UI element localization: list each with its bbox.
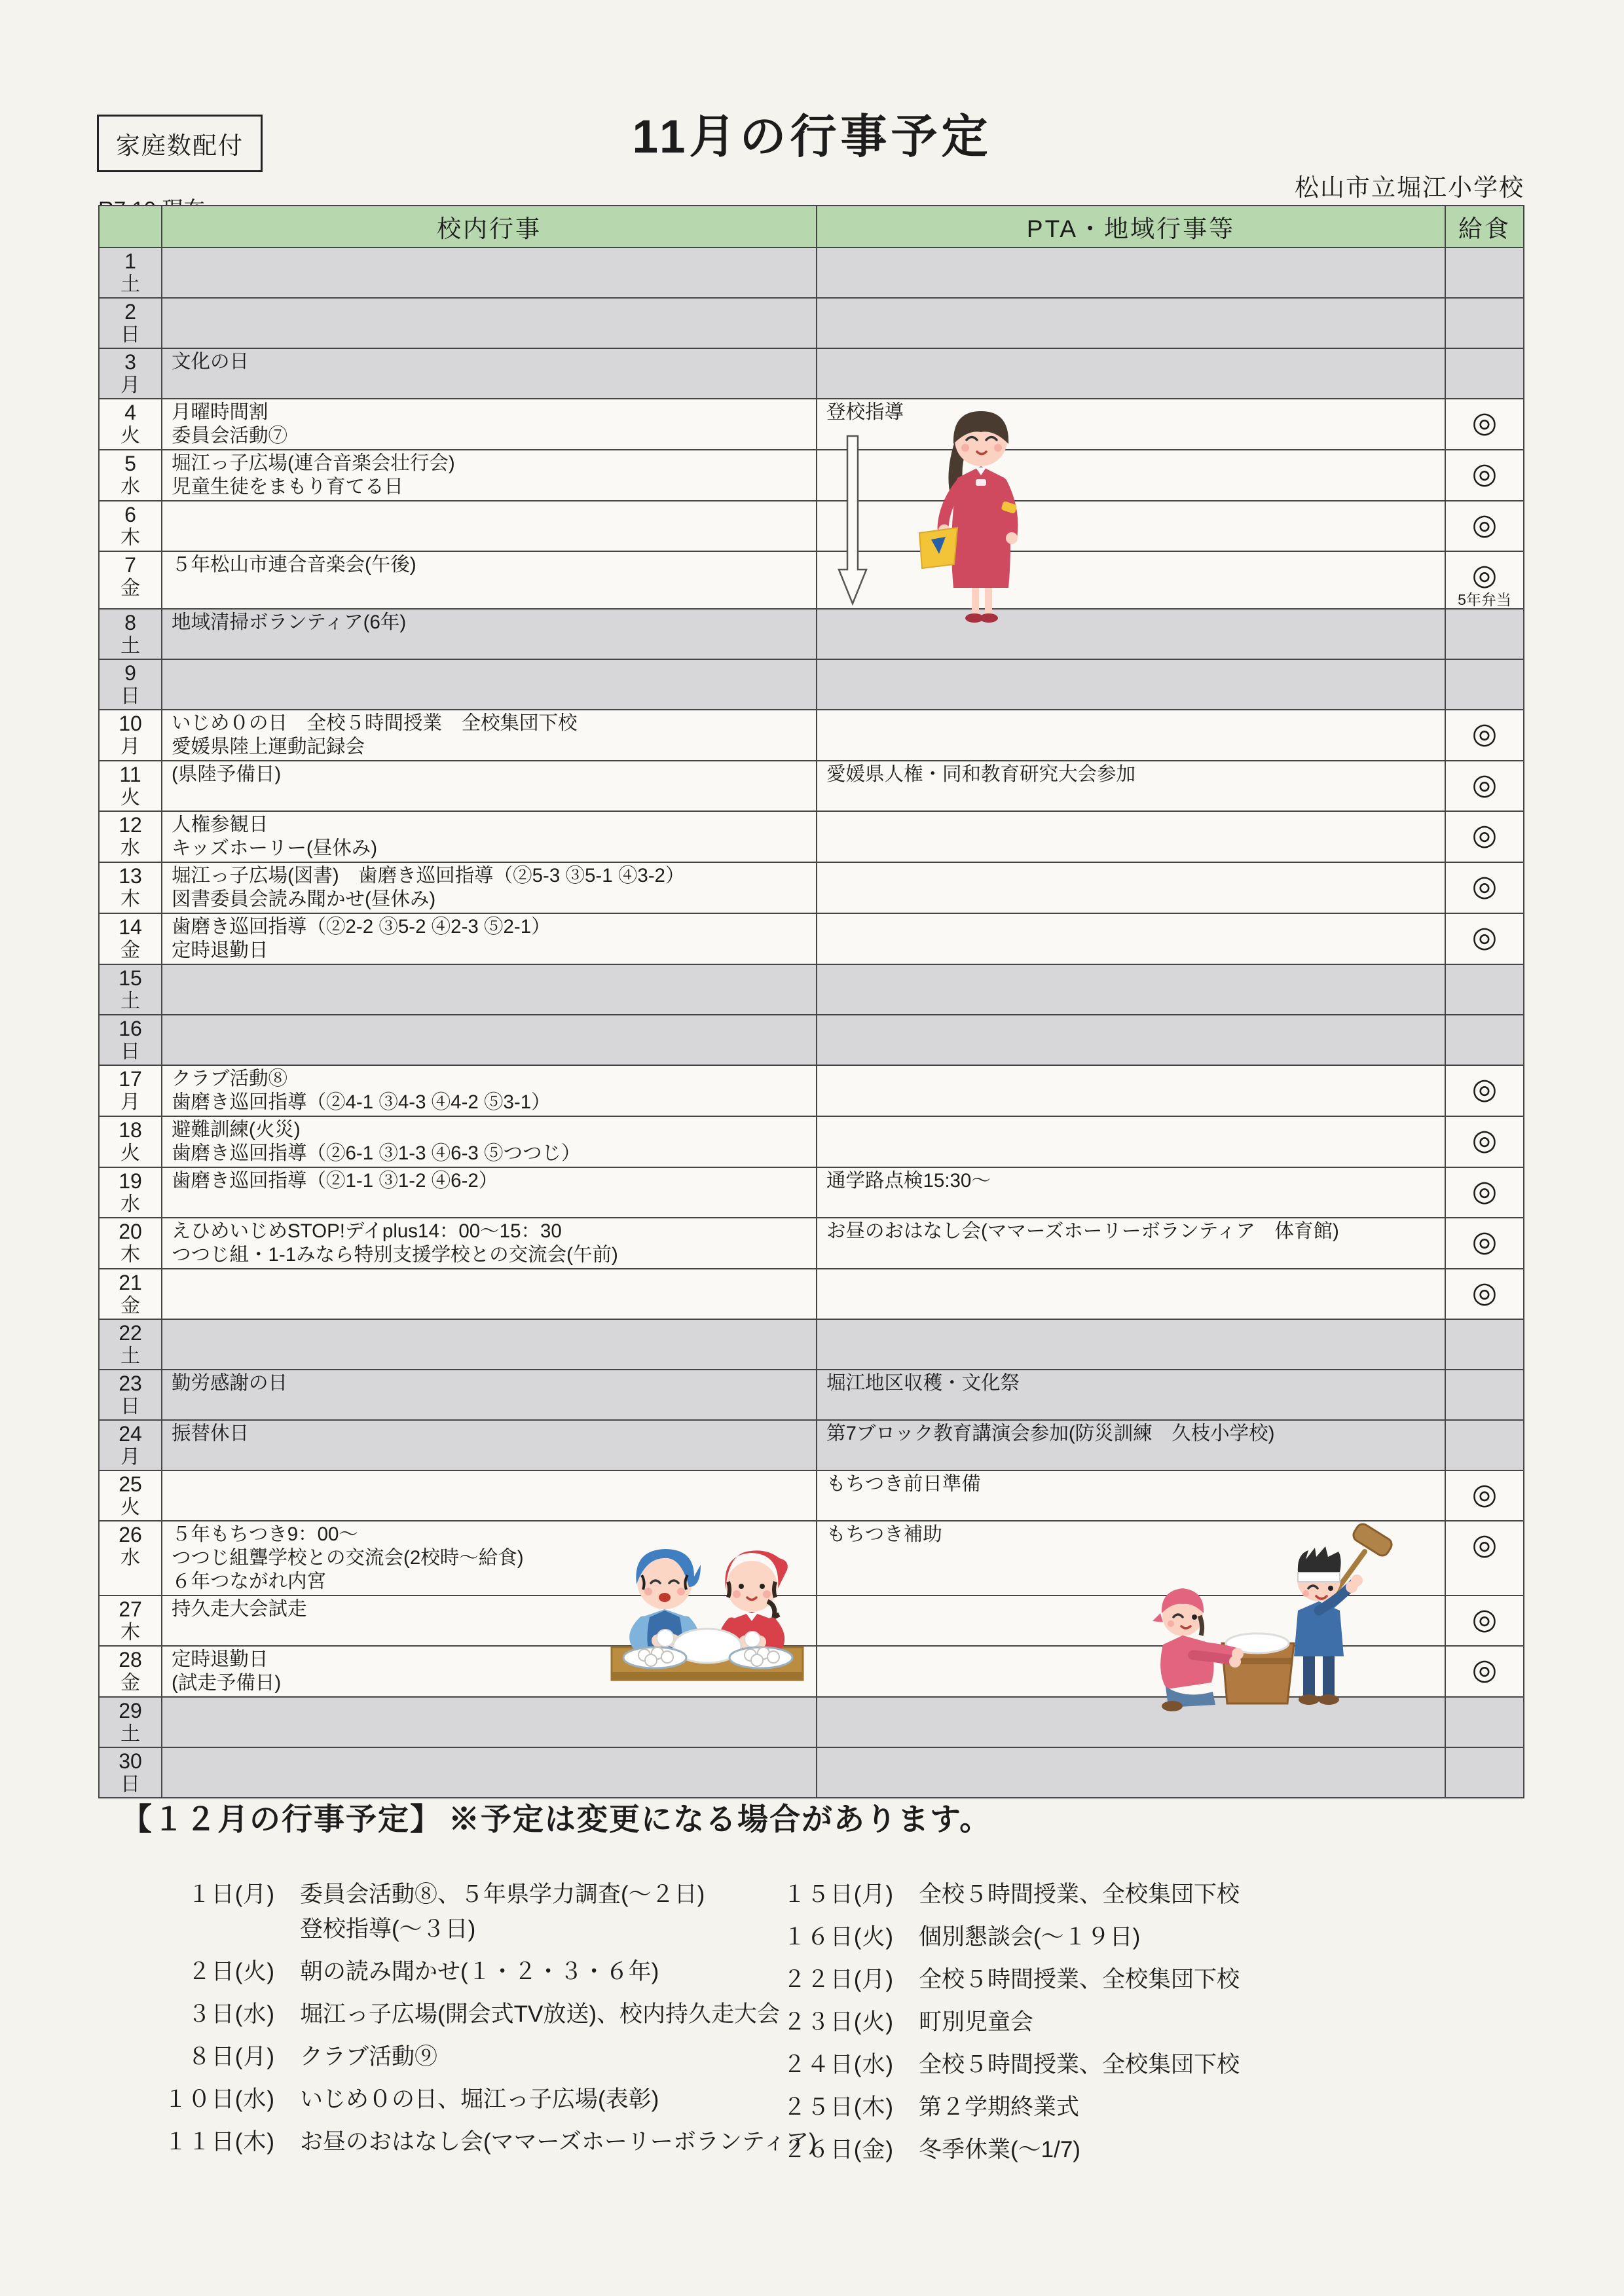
lunch-cell: ◎ 5年弁当 — [1445, 551, 1524, 609]
date-weekday: 月 — [120, 1446, 140, 1468]
pta-events-cell — [817, 298, 1445, 348]
school-events-cell: 勤労感謝の日 — [162, 1370, 817, 1420]
date-weekday: 日 — [120, 324, 140, 346]
date-cell — [99, 609, 162, 659]
december-item — [743, 2132, 1240, 2167]
pta-events-cell — [817, 1595, 1445, 1646]
date-cell — [99, 659, 162, 710]
pta-events-cell — [817, 1319, 1445, 1370]
table-row — [99, 1116, 1524, 1167]
date-day: 10 — [119, 712, 142, 735]
lunch-cell — [1445, 609, 1524, 659]
lunch-cell — [1445, 1015, 1524, 1065]
date-weekday: 日 — [120, 1396, 140, 1417]
date-day: 3 — [124, 350, 136, 374]
table-row — [99, 247, 1524, 298]
school-events-cell: 定時退勤日 (試走予備日) — [162, 1646, 817, 1697]
december-item-events: 朝の読み聞かせ(１・２・３・６年) — [300, 1959, 659, 1984]
date-weekday: 月 — [120, 374, 140, 396]
december-item-events: 委員会活動⑧、５年県学力調査(〜２日) 登校指導(〜３日) — [300, 1882, 705, 1942]
table-row — [99, 501, 1524, 551]
pta-events-cell — [817, 348, 1445, 399]
lunch-cell: ◎ — [1445, 1167, 1524, 1218]
header-pta-events: PTA・地域行事等 — [817, 206, 1445, 247]
date-day: 20 — [119, 1220, 142, 1243]
date-cell — [99, 1420, 162, 1470]
date-day: 18 — [119, 1118, 142, 1142]
table-row — [99, 1015, 1524, 1065]
header-school-events: 校内行事 — [162, 206, 817, 247]
date-weekday: 日 — [120, 1774, 140, 1795]
date-cell — [99, 399, 162, 450]
pta-events-cell — [817, 247, 1445, 298]
lunch-cell: ◎ — [1445, 399, 1524, 450]
date-day: 14 — [119, 915, 142, 939]
date-cell — [99, 1269, 162, 1319]
pta-events-cell — [817, 609, 1445, 659]
table-row — [99, 811, 1524, 862]
december-item-events: 冬季休業(〜1/7) — [919, 2137, 1080, 2162]
lunch-cell — [1445, 1370, 1524, 1420]
table-row — [99, 1065, 1524, 1116]
school-events-cell: 月曜時間割 委員会活動⑦ — [162, 399, 817, 450]
date-day: 6 — [124, 503, 136, 526]
lunch-cell: ◎ — [1445, 811, 1524, 862]
december-item-events: お昼のおはなし会(ママーズホーリーボランティア) — [300, 2129, 817, 2155]
school-events-cell — [162, 1747, 817, 1798]
table-row — [99, 1595, 1524, 1646]
pta-events-cell — [817, 1697, 1445, 1747]
school-events-cell: 地域清掃ボランティア(6年) — [162, 609, 817, 659]
date-weekday: 火 — [120, 1497, 140, 1518]
date-cell — [99, 501, 162, 551]
date-day: 13 — [119, 864, 142, 888]
december-item — [98, 2039, 817, 2074]
pta-events-cell: もちつき補助 — [817, 1521, 1445, 1595]
pta-events-cell — [817, 1646, 1445, 1697]
date-cell — [99, 551, 162, 609]
lunch-cell: ◎ — [1445, 1218, 1524, 1269]
date-day: 26 — [119, 1523, 142, 1546]
school-events-cell: 振替休日 — [162, 1420, 817, 1470]
date-weekday: 土 — [120, 635, 140, 657]
lunch-cell — [1445, 659, 1524, 710]
date-day: 27 — [119, 1597, 142, 1621]
date-weekday: 火 — [120, 787, 140, 809]
december-item-events: 堀江っ子広場(開会式TV放送)、校内持久走大会 — [300, 2001, 781, 2027]
table-row — [99, 298, 1524, 348]
december-item — [743, 2090, 1240, 2124]
lunch-cell: ◎ — [1445, 1595, 1524, 1646]
table-header-row — [99, 206, 1524, 247]
december-item-date: １日(月) — [187, 1882, 275, 1907]
date-day: 5 — [124, 452, 136, 475]
date-weekday: 水 — [120, 837, 140, 859]
lunch-cell: ◎ — [1445, 1065, 1524, 1116]
lunch-cell — [1445, 1697, 1524, 1747]
date-weekday: 土 — [120, 1345, 140, 1367]
date-day: 30 — [119, 1749, 142, 1773]
december-item-date: ２６日(金) — [783, 2137, 894, 2162]
december-item-date: ２２日(月) — [783, 1967, 894, 1992]
table-row — [99, 1470, 1524, 1521]
school-events-cell — [162, 1015, 817, 1065]
school-events-cell: 持久走大会試走 — [162, 1595, 817, 1646]
december-item-events: 町別児童会 — [919, 2009, 1034, 2035]
school-events-cell — [162, 659, 817, 710]
lunch-cell: ◎ — [1445, 710, 1524, 761]
december-heading-title: 【１２月の行事予定】 — [121, 1802, 442, 1836]
december-item-events: 個別懇談会(〜１９日) — [919, 1924, 1141, 1950]
date-day: 23 — [119, 1372, 142, 1395]
table-row — [99, 399, 1524, 450]
date-cell — [99, 348, 162, 399]
school-events-cell — [162, 247, 817, 298]
december-item — [98, 1954, 817, 1989]
december-preview-section — [98, 1795, 1526, 2162]
date-cell — [99, 1167, 162, 1218]
date-cell — [99, 1319, 162, 1370]
distribution-tag: 家庭数配付 — [97, 115, 263, 172]
date-weekday: 金 — [120, 1295, 140, 1317]
december-heading-note: ※予定は変更になる場合があります。 — [449, 1802, 992, 1836]
date-cell — [99, 1015, 162, 1065]
date-cell — [99, 450, 162, 501]
december-item-date: １６日(火) — [783, 1924, 894, 1950]
date-day: 24 — [119, 1422, 142, 1446]
table-row — [99, 1747, 1524, 1798]
school-events-cell: 歯磨き巡回指導（②2-2 ③5-2 ④2-3 ⑤2-1） 定時退勤日 — [162, 913, 817, 964]
december-item-date: ３日(水) — [187, 2001, 275, 2027]
pta-events-cell — [817, 501, 1445, 551]
date-day: 21 — [119, 1271, 142, 1294]
date-weekday: 月 — [120, 736, 140, 757]
date-day: 29 — [119, 1699, 142, 1722]
december-item-date: １５日(月) — [783, 1882, 894, 1907]
date-weekday: 水 — [120, 1547, 140, 1569]
lunch-cell — [1445, 348, 1524, 399]
date-day: 25 — [119, 1472, 142, 1496]
pta-events-cell — [817, 710, 1445, 761]
date-weekday: 土 — [120, 1723, 140, 1745]
december-item-date: １０日(水) — [164, 2086, 275, 2112]
school-events-cell — [162, 1470, 817, 1521]
school-events-cell: クラブ活動⑧ 歯磨き巡回指導（②4-1 ③4-3 ④4-2 ⑤3-1） — [162, 1065, 817, 1116]
date-weekday: 木 — [120, 527, 140, 549]
lunch-cell — [1445, 964, 1524, 1015]
lunch-cell: ◎ — [1445, 1646, 1524, 1697]
date-weekday: 土 — [120, 274, 140, 295]
school-events-cell: (県陸予備日) — [162, 761, 817, 811]
table-row — [99, 609, 1524, 659]
school-events-cell: 避難訓練(火災) 歯磨き巡回指導（②6-1 ③1-3 ④6-3 ⑤つつじ） — [162, 1116, 817, 1167]
table-row — [99, 659, 1524, 710]
school-events-cell: 人権参観日 キッズホーリー(昼休み) — [162, 811, 817, 862]
date-cell — [99, 1521, 162, 1595]
school-events-cell — [162, 1269, 817, 1319]
date-day: 7 — [124, 553, 136, 577]
date-day: 28 — [119, 1648, 142, 1671]
date-day: 8 — [124, 611, 136, 634]
lunch-cell: ◎ — [1445, 1521, 1524, 1595]
december-item — [743, 1962, 1240, 1997]
school-events-cell — [162, 1697, 817, 1747]
december-item-date: ２日(火) — [187, 1959, 275, 1984]
date-weekday: 火 — [120, 425, 140, 446]
december-list-left — [98, 1877, 817, 2167]
lunch-cell: ◎ — [1445, 761, 1524, 811]
date-cell — [99, 811, 162, 862]
date-cell — [99, 247, 162, 298]
school-events-cell: 堀江っ子広場(図書) 歯磨き巡回指導（②5-3 ③5-1 ④3-2） 図書委員会読み聞かせ(昼休み) — [162, 862, 817, 913]
december-item-events: 第２学期終業式 — [919, 2094, 1080, 2120]
pta-events-cell — [817, 1747, 1445, 1798]
schedule-body — [99, 247, 1524, 1798]
date-weekday: 水 — [120, 1194, 140, 1215]
school-name: 松山市立堀江小学校 — [1295, 174, 1524, 201]
december-item-events: いじめ０の日、堀江っ子広場(表彰) — [300, 2086, 659, 2112]
date-weekday: 日 — [120, 685, 140, 707]
pta-events-cell: もちつき前日準備 — [817, 1470, 1445, 1521]
school-events-cell — [162, 298, 817, 348]
date-day: 4 — [124, 401, 136, 424]
date-weekday: 木 — [120, 1622, 140, 1643]
page-title: 11月の行事予定 — [632, 111, 992, 163]
date-day: 22 — [119, 1321, 142, 1345]
date-cell — [99, 1646, 162, 1697]
pta-events-cell: 第7ブロック教育講演会参加(防災訓練 久枝小学校) — [817, 1420, 1445, 1470]
table-row — [99, 1646, 1524, 1697]
december-list-right — [743, 1877, 1240, 2175]
date-weekday: 金 — [120, 1672, 140, 1694]
december-item — [743, 2005, 1240, 2039]
december-heading — [121, 1795, 1526, 1839]
table-row — [99, 551, 1524, 609]
pta-events-cell — [817, 659, 1445, 710]
date-cell — [99, 1218, 162, 1269]
table-row — [99, 1167, 1524, 1218]
date-cell — [99, 1697, 162, 1747]
pta-events-cell: 登校指導 — [817, 399, 1445, 450]
table-row — [99, 913, 1524, 964]
date-day: 9 — [124, 661, 136, 685]
lunch-cell: ◎ — [1445, 862, 1524, 913]
date-cell — [99, 1470, 162, 1521]
lunch-cell: ◎ — [1445, 1470, 1524, 1521]
table-row — [99, 1218, 1524, 1269]
date-cell — [99, 1747, 162, 1798]
school-events-cell: ５年もちつき9：00〜 つつじ組聾学校との交流会(2校時〜給食) ６年つながれ内宮 — [162, 1521, 817, 1595]
date-weekday: 木 — [120, 1244, 140, 1266]
date-cell — [99, 761, 162, 811]
school-events-cell: ５年松山市連合音楽会(午後) — [162, 551, 817, 609]
school-events-cell — [162, 501, 817, 551]
pta-events-cell: 通学路点検15:30〜 — [817, 1167, 1445, 1218]
table-row — [99, 1319, 1524, 1370]
date-cell — [99, 913, 162, 964]
date-weekday: 金 — [120, 939, 140, 961]
date-weekday: 水 — [120, 476, 140, 498]
school-events-cell — [162, 1319, 817, 1370]
pta-events-cell — [817, 1015, 1445, 1065]
december-item-events: 全校５時間授業、全校集団下校 — [919, 1882, 1240, 1907]
december-item-events: 全校５時間授業、全校集団下校 — [919, 2052, 1240, 2077]
lunch-cell: ◎ — [1445, 501, 1524, 551]
date-cell — [99, 710, 162, 761]
school-events-cell: いじめ０の日 全校５時間授業 全校集団下校 愛媛県陸上運動記録会 — [162, 710, 817, 761]
date-day: 2 — [124, 300, 136, 323]
lunch-cell: ◎ — [1445, 450, 1524, 501]
december-item-date: ８日(月) — [187, 2044, 275, 2069]
date-day: 12 — [119, 813, 142, 837]
date-day: 17 — [119, 1067, 142, 1091]
pta-events-cell — [817, 1116, 1445, 1167]
november-schedule-table — [98, 205, 1524, 1798]
pta-events-cell — [817, 964, 1445, 1015]
date-day: 16 — [119, 1017, 142, 1040]
pta-events-cell — [817, 450, 1445, 501]
december-item-events: 全校５時間授業、全校集団下校 — [919, 1967, 1240, 1992]
school-events-cell — [162, 964, 817, 1015]
pta-events-cell: 堀江地区収穫・文化祭 — [817, 1370, 1445, 1420]
december-item — [743, 2047, 1240, 2082]
date-weekday: 日 — [120, 1041, 140, 1063]
table-row — [99, 1370, 1524, 1420]
date-weekday: 木 — [120, 888, 140, 910]
pta-events-cell — [817, 1269, 1445, 1319]
lunch-cell: ◎ — [1445, 1116, 1524, 1167]
date-weekday: 土 — [120, 991, 140, 1012]
table-row — [99, 1269, 1524, 1319]
pta-events-cell: 愛媛県人権・同和教育研究大会参加 — [817, 761, 1445, 811]
lunch-cell — [1445, 1319, 1524, 1370]
lunch-cell: ◎ — [1445, 913, 1524, 964]
december-item-date: ２５日(木) — [783, 2094, 894, 2120]
pta-events-cell — [817, 862, 1445, 913]
date-cell — [99, 1370, 162, 1420]
table-row — [99, 710, 1524, 761]
table-row — [99, 1697, 1524, 1747]
date-cell — [99, 1065, 162, 1116]
date-cell — [99, 1595, 162, 1646]
school-events-cell: 歯磨き巡回指導（②1-1 ③1-2 ④6-2） — [162, 1167, 817, 1218]
date-day: 1 — [124, 249, 136, 273]
december-item — [98, 1997, 817, 2032]
date-day: 19 — [119, 1169, 142, 1193]
table-row — [99, 1420, 1524, 1470]
table-row — [99, 862, 1524, 913]
table-row — [99, 761, 1524, 811]
pta-events-cell: お昼のおはなし会(ママーズホーリーボランティア 体育館) — [817, 1218, 1445, 1269]
date-day: 15 — [119, 966, 142, 990]
date-day: 11 — [119, 763, 141, 786]
lunch-cell — [1445, 1420, 1524, 1470]
date-cell — [99, 298, 162, 348]
december-item — [98, 2082, 817, 2117]
date-cell — [99, 862, 162, 913]
table-row — [99, 964, 1524, 1015]
table-row — [99, 450, 1524, 501]
lunch-cell — [1445, 1747, 1524, 1798]
pta-events-cell — [817, 1065, 1445, 1116]
header-lunch: 給食 — [1445, 206, 1524, 247]
lunch-cell — [1445, 247, 1524, 298]
pta-events-cell — [817, 551, 1445, 609]
date-weekday: 月 — [120, 1091, 140, 1113]
december-item-events: クラブ活動⑨ — [300, 2044, 438, 2069]
date-cell — [99, 964, 162, 1015]
december-item — [743, 1920, 1240, 1954]
pta-events-cell — [817, 913, 1445, 964]
school-events-cell: えひめいじめSTOP!デイplus14：00〜15：30 つつじ組・1-1みなら特別支援学校との交流会(午前) — [162, 1218, 817, 1269]
december-item — [98, 2124, 817, 2159]
table-row — [99, 1521, 1524, 1595]
december-item-date: ２４日(水) — [783, 2052, 894, 2077]
date-cell — [99, 1116, 162, 1167]
lunch-cell: ◎ — [1445, 1269, 1524, 1319]
date-weekday: 火 — [120, 1142, 140, 1164]
lunch-cell — [1445, 298, 1524, 348]
school-events-cell: 堀江っ子広場(連合音楽会壮行会) 児童生徒をまもり育てる日 — [162, 450, 817, 501]
december-item-date: １１日(木) — [164, 2129, 275, 2155]
december-item-date: ２３日(火) — [783, 2009, 894, 2035]
date-weekday: 金 — [120, 577, 140, 599]
header-date — [99, 206, 162, 247]
table-row — [99, 348, 1524, 399]
december-item — [743, 1877, 1240, 1912]
school-events-cell: 文化の日 — [162, 348, 817, 399]
pta-events-cell — [817, 811, 1445, 862]
december-item — [98, 1877, 817, 1946]
